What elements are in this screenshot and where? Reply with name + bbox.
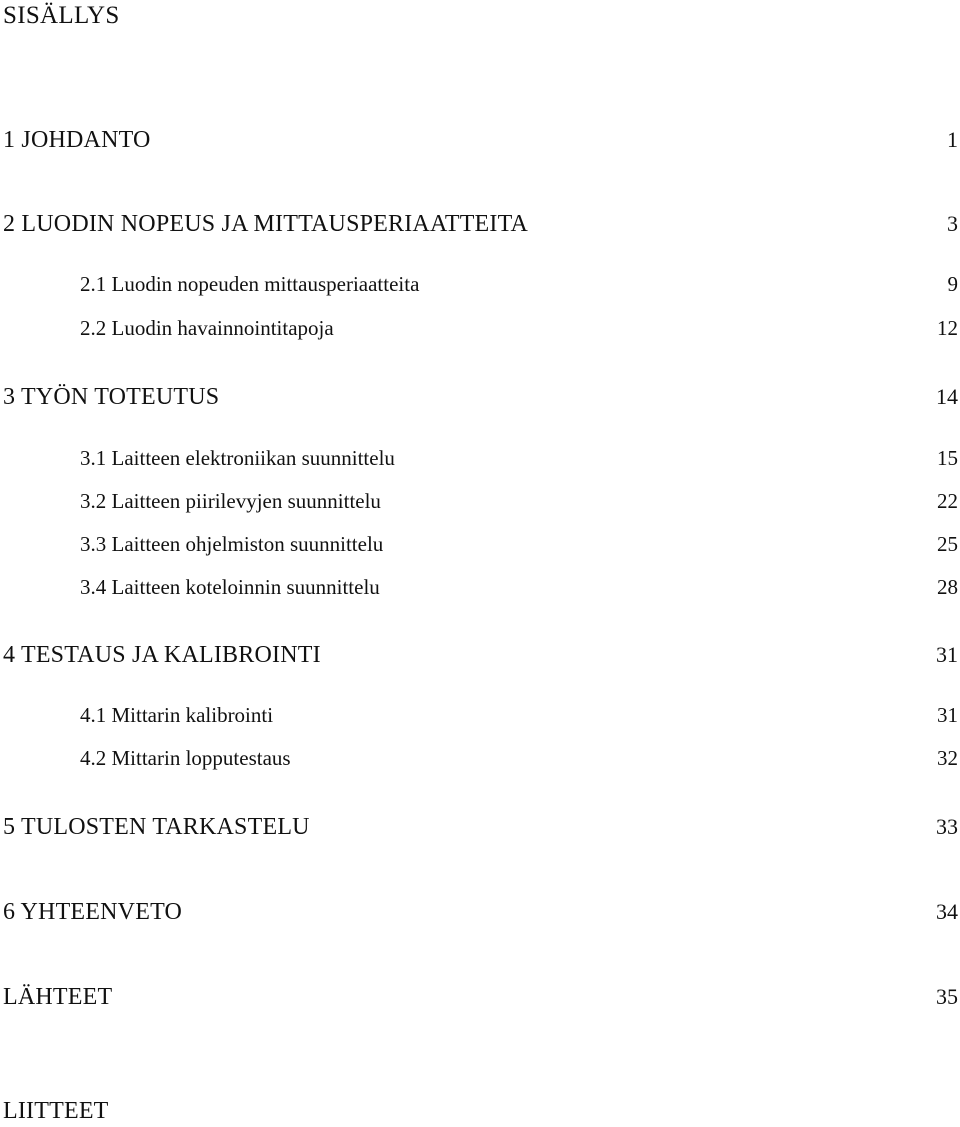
page-title: SISÄLLYS	[3, 2, 120, 29]
toc-entry-page-number: 33	[936, 814, 958, 839]
toc-entry-page-number: 35	[936, 984, 958, 1009]
toc-entry-appendices[interactable]	[3, 1097, 960, 1127]
toc-entry-chapter-1[interactable]	[3, 126, 960, 156]
toc-entry-label: LÄHTEET	[3, 984, 113, 1010]
toc-entry-section-3-1[interactable]	[80, 445, 960, 475]
toc-entry-section-3-2[interactable]	[80, 488, 960, 518]
toc-entry-chapter-3[interactable]	[3, 383, 960, 413]
toc-entry-chapter-4[interactable]	[3, 641, 960, 671]
toc-entry-label: 3 TYÖN TOTEUTUS	[3, 384, 220, 410]
toc-entry-chapter-2[interactable]	[3, 210, 960, 240]
toc-entry-section-3-4[interactable]	[80, 574, 960, 604]
toc-entry-references[interactable]	[3, 983, 960, 1013]
toc-entry-page-number: 25	[937, 532, 958, 556]
toc-entry-label: 5 TULOSTEN TARKASTELU	[3, 814, 310, 840]
toc-entry-label: 4.1 Mittarin kalibrointi	[80, 703, 274, 727]
toc-entry-label: 4.2 Mittarin lopputestaus	[80, 746, 291, 770]
toc-entry-page-number: 28	[937, 575, 958, 599]
toc-entry-page-number: 31	[936, 642, 958, 667]
toc-entry-label: 4 TESTAUS JA KALIBROINTI	[3, 642, 321, 668]
toc-entry-page-number: 32	[937, 746, 958, 770]
toc-entry-page-number: 34	[936, 899, 958, 924]
toc-entry-section-4-2[interactable]	[80, 745, 960, 775]
toc-entry-label: 2.2 Luodin havainnointitapoja	[80, 316, 334, 340]
toc-entry-page-number: 1	[947, 127, 958, 152]
toc-entry-label: 3.1 Laitteen elektroniikan suunnittelu	[80, 446, 395, 470]
toc-entry-page-number: 3	[947, 211, 958, 236]
toc-entry-label: LIITTEET	[3, 1098, 109, 1124]
toc-entry-label: 3.2 Laitteen piirilevyjen suunnittelu	[80, 489, 381, 513]
toc-entry-section-4-1[interactable]	[80, 702, 960, 732]
toc-entry-page-number: 15	[937, 446, 958, 470]
toc-entry-page-number: 14	[936, 384, 958, 409]
toc-entry-section-2-1[interactable]	[80, 271, 960, 301]
toc-entry-label: 6 YHTEENVETO	[3, 899, 183, 925]
toc-entry-label: 2 LUODIN NOPEUS JA MITTAUSPERIAATTEITA	[3, 211, 529, 237]
toc-entry-section-3-3[interactable]	[80, 531, 960, 561]
toc-entry-page-number: 9	[947, 272, 958, 296]
toc-entry-page-number: 22	[937, 489, 958, 513]
toc-entry-page-number: 31	[937, 703, 958, 727]
toc-entry-chapter-6[interactable]	[3, 898, 960, 928]
toc-entry-section-2-2[interactable]	[80, 315, 960, 345]
toc-entry-page-number: 12	[937, 316, 958, 340]
toc-entry-chapter-5[interactable]	[3, 813, 960, 843]
toc-entry-label: 3.3 Laitteen ohjelmiston suunnittelu	[80, 532, 384, 556]
toc-entry-label: 2.1 Luodin nopeuden mittausperiaatteita	[80, 272, 420, 296]
toc-entry-label: 3.4 Laitteen koteloinnin suunnittelu	[80, 575, 380, 599]
toc-entry-label: 1 JOHDANTO	[3, 127, 151, 153]
